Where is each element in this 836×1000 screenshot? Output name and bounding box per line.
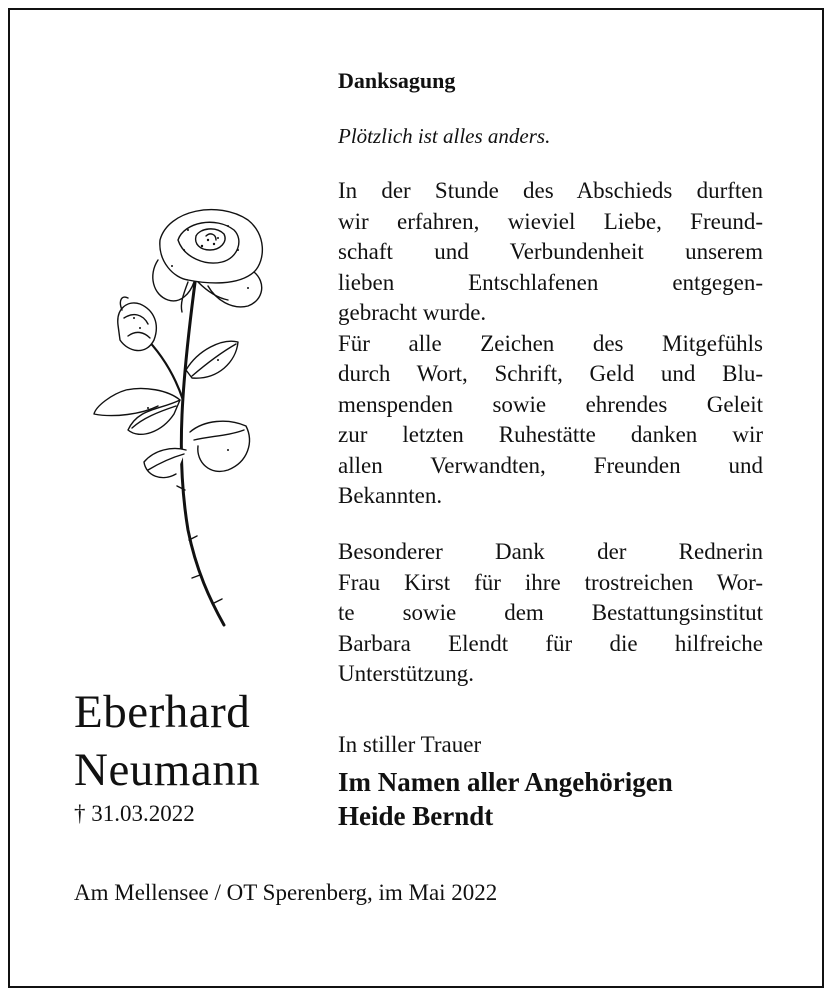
paragraph-line: Besonderer Dank der Rednerin — [338, 539, 763, 564]
paragraph-line: wir erfahren, wieviel Liebe, Freund- — [338, 208, 763, 234]
place-date: Am Mellensee / OT Sperenberg, im Mai 2022 — [74, 880, 498, 905]
paragraph-line: allen Verwandten, Freunden und — [338, 452, 763, 478]
paragraph-line: zur letzten Ruhestätte danken wir — [338, 422, 763, 447]
death-date: † 31.03.2022 — [74, 801, 195, 826]
mourning-intro: In stiller Trauer — [338, 732, 482, 757]
mourner-line-1: Im Namen aller Angehörigen — [338, 767, 673, 797]
paragraph-line: menspenden sowie ehrendes Geleit — [338, 391, 763, 417]
paragraph-line: durch Wort, Schrift, Geld und Blu- — [338, 361, 763, 386]
paragraph-line: Barbara Elendt für die hilfreiche — [338, 630, 763, 656]
mourner-line-2: Heide Berndt — [338, 801, 494, 831]
special-thanks-paragraph — [338, 537, 763, 690]
rose-illustration-icon — [88, 200, 268, 630]
paragraph-line: Frau Kirst für ihre trostreichen Wor- — [338, 569, 763, 595]
paragraph-line: Bekannten. — [338, 483, 443, 508]
deceased-last-name: Neumann — [74, 744, 261, 796]
paragraph-line: te sowie dem Bestattungsinstitut — [338, 600, 763, 625]
thanks-paragraph — [338, 176, 763, 512]
notice-heading: Danksagung — [338, 68, 456, 93]
paragraph-line: Unterstützung. — [338, 661, 475, 686]
motto: Plötzlich ist alles anders. — [338, 124, 551, 148]
paragraph-line: gebracht wurde. — [338, 300, 487, 325]
paragraph-line: lieben Entschlafenen entgegen- — [338, 269, 763, 295]
paragraph-line: schaft und Verbundenheit unserem — [338, 239, 763, 264]
deceased-first-name: Eberhard — [74, 686, 251, 738]
paragraph-line: Für alle Zeichen des Mitgefühls — [338, 330, 763, 356]
paragraph-line: In der Stunde des Abschieds durften — [338, 178, 763, 203]
